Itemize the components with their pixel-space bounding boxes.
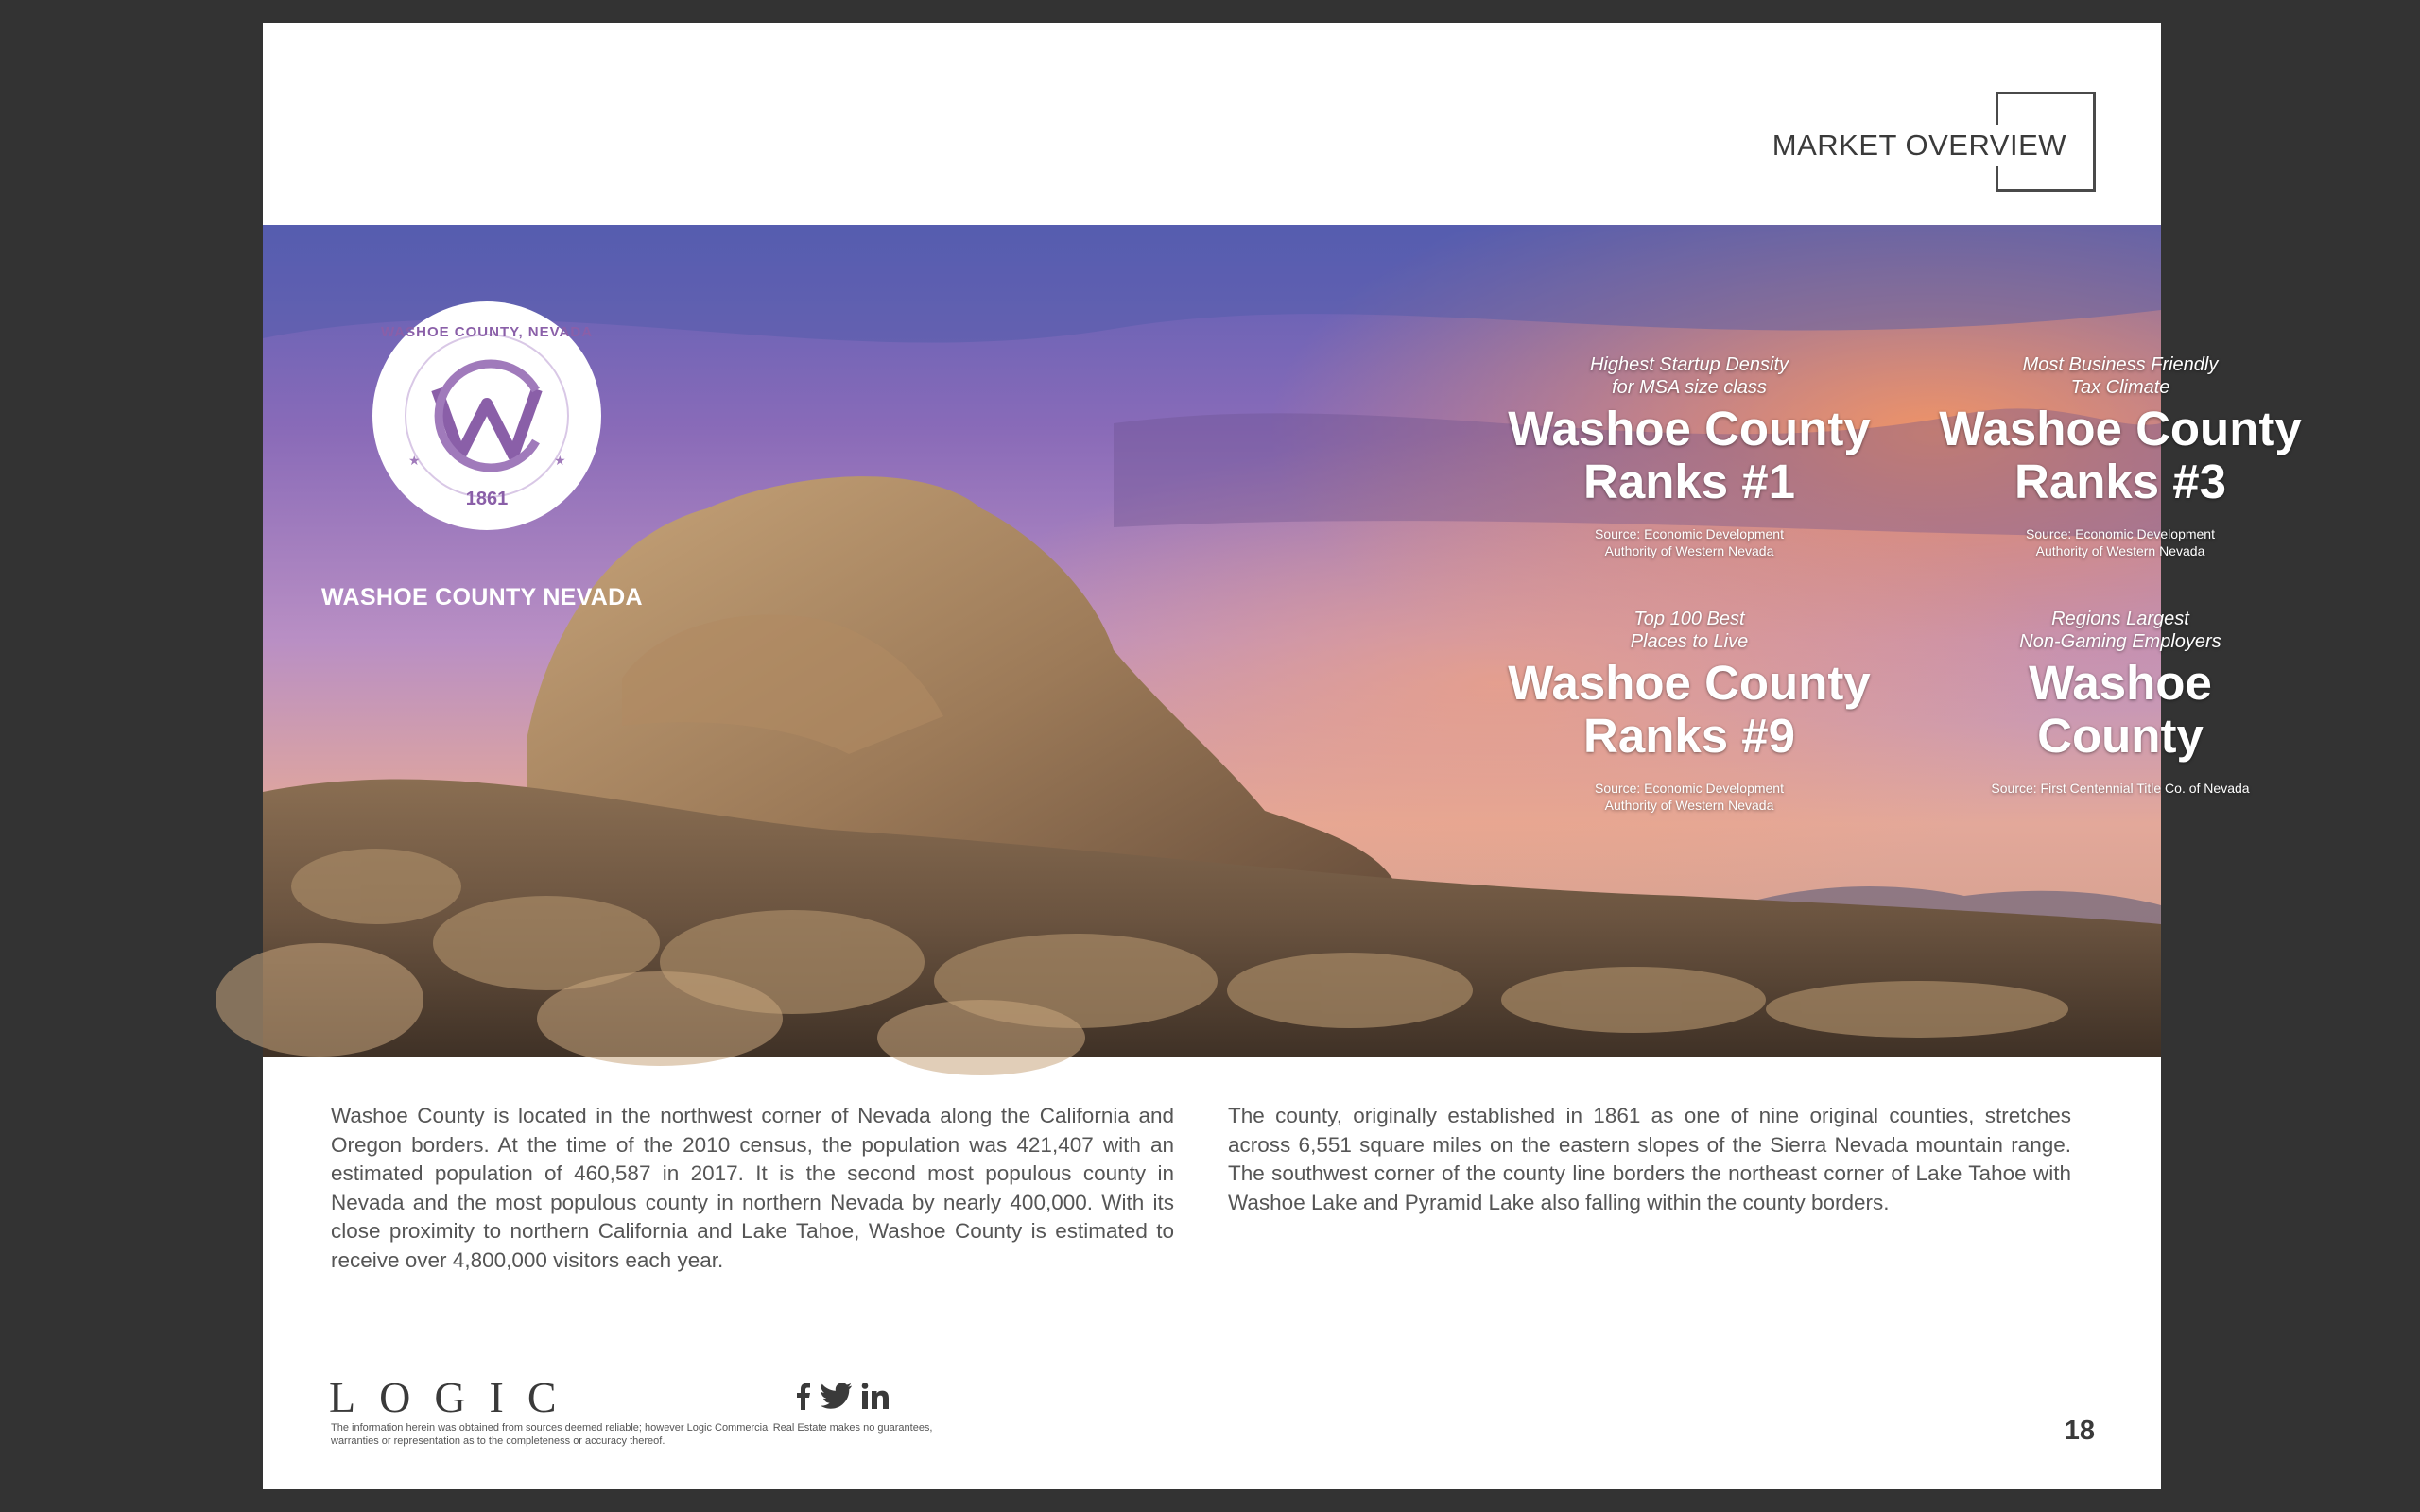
stat-subtitle: Highest Startup Density [1589, 354, 1789, 375]
page-number: 18 [2064, 1416, 2095, 1446]
hero-photo [263, 225, 2302, 1057]
stat-subtitle: Tax Climate [2070, 377, 2170, 398]
disclaimer-text: The information herein was obtained from sources deemed reliable; however Logic Commercial Real Estate makes no guarantees, warranties or representation as to the completeness or accuracy thereof. [331, 1422, 933, 1447]
stat-subtitle: Most Business Friendly [2022, 354, 2219, 375]
stat-headline: County [2037, 709, 2204, 763]
stat-subtitle: Non-Gaming Employers [2019, 631, 2221, 652]
stat-subtitle: for MSA size class [1612, 377, 1767, 398]
seal-caption: WASHOE COUNTY NEVADA [321, 584, 643, 610]
seal-arc-text: WASHOE COUNTY, NEVADA [380, 324, 594, 340]
stat-card-startup-density [1472, 353, 1907, 559]
stat-source: Authority of Western Nevada [1604, 798, 1774, 813]
facebook-icon[interactable] [794, 1382, 811, 1410]
county-seal-icon [371, 300, 603, 532]
stat-headline: Ranks #3 [2014, 455, 2226, 508]
stat-source: Authority of Western Nevada [1604, 543, 1774, 558]
company-logo: LOGIC [329, 1373, 580, 1421]
stat-source: Source: Economic Development [2026, 526, 2215, 541]
stat-card-tax-climate [1903, 353, 2338, 559]
section-title: MARKET OVERVIEW [1767, 125, 2072, 166]
linkedin-icon[interactable] [862, 1383, 889, 1409]
seal-year: 1861 [465, 489, 509, 509]
stat-headline: Ranks #1 [1583, 455, 1795, 508]
stat-card-places-to-live [1472, 608, 1907, 814]
stat-subtitle: Places to Live [1630, 631, 1749, 652]
social-links [794, 1382, 889, 1410]
body-text-left: Washoe County is located in the northwest corner of Nevada along the California and Oregon borders. At the time of the 2010 census, the population was 421,407 with an estimated population of 460,587 in 2017. It is the second most populous county in Nevada and the most populous county in northern Nevada by nearly 400,000. With its close proximity to northern California and Lake Tahoe, Washoe County is estimated to receive over 4,800,000 visitors each year. [331, 1104, 1174, 1272]
stat-source: Source: Economic Development [1595, 526, 1784, 541]
twitter-icon[interactable] [821, 1383, 853, 1409]
stat-headline: Washoe County [1939, 402, 2302, 455]
svg-text:★: ★ [408, 454, 421, 469]
body-text-right: The county, originally established in 1861 as one of nine original counties, stretches across 6,551 square miles on the eastern slopes of the Sierra Nevada mountain range. The southwest corner of the county line borders the northeast corner of Lake Tahoe with Washoe Lake and Pyramid Lake also falling within the county borders. [1228, 1104, 2071, 1214]
stat-source: Source: First Centennial Title Co. of Nevada [1991, 781, 2250, 796]
stat-source: Source: Economic Development [1595, 781, 1784, 796]
stat-subtitle: Regions Largest [2051, 609, 2189, 629]
stat-headline: Ranks #9 [1583, 709, 1795, 763]
svg-text:★: ★ [554, 454, 566, 469]
stat-headline: Washoe County [1508, 656, 1871, 710]
stat-headline: Washoe County [1508, 402, 1871, 455]
stat-card-employers [1903, 608, 2338, 797]
stat-headline: Washoe [2029, 656, 2212, 710]
brochure-page [263, 23, 2302, 1489]
stat-subtitle: Top 100 Best [1634, 609, 1745, 629]
stat-source: Authority of Western Nevada [2035, 543, 2205, 558]
